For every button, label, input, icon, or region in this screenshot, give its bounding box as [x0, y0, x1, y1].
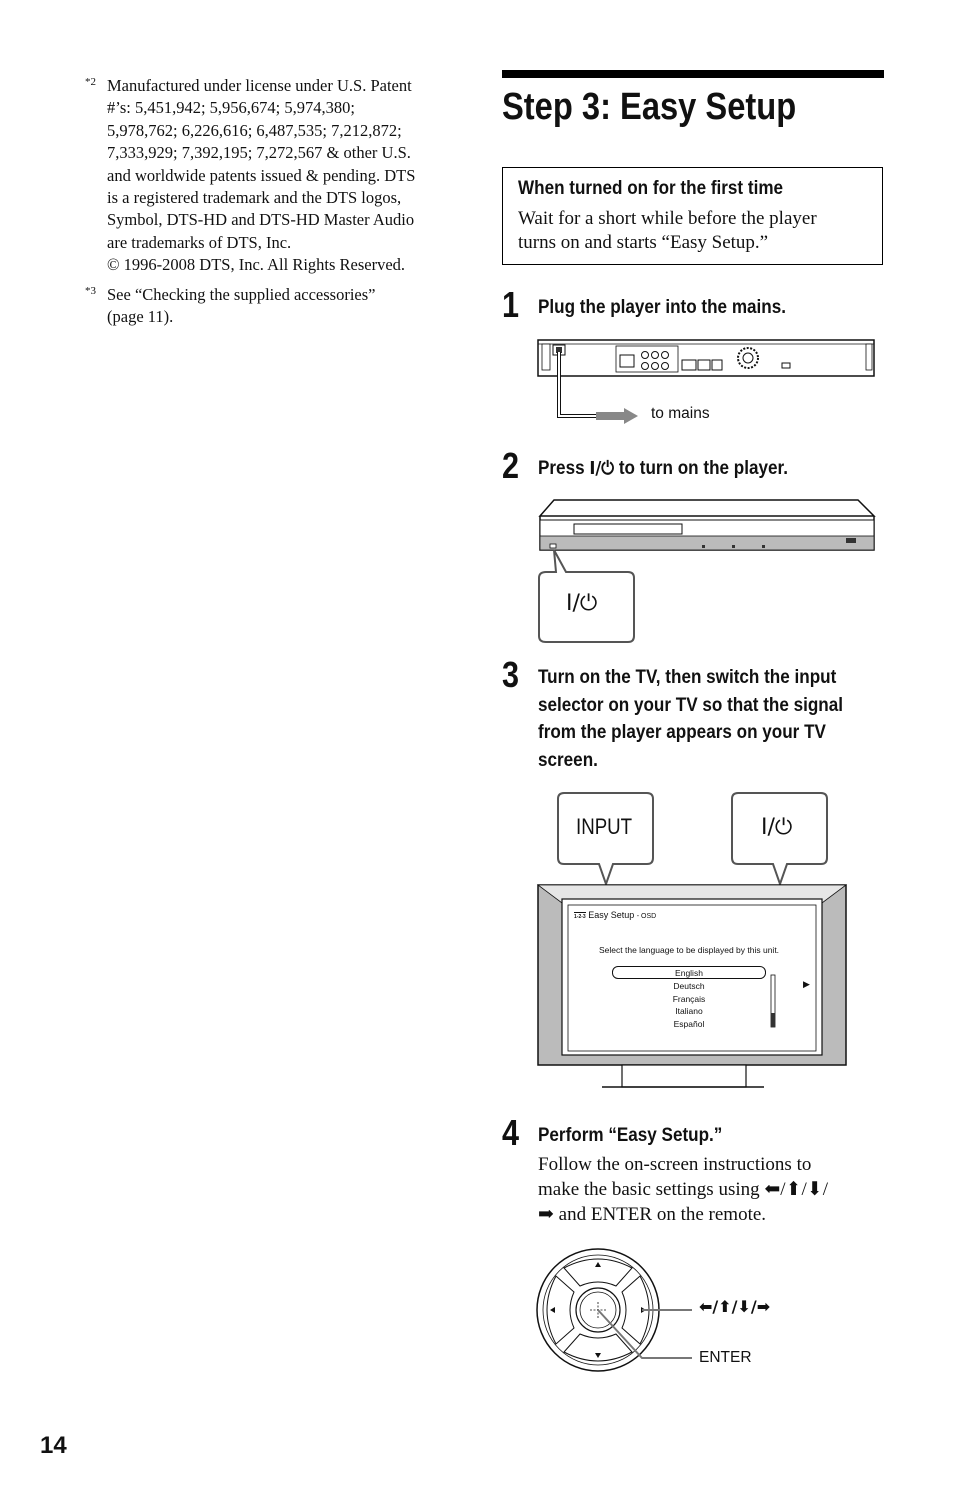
step-title-line: from the player appears on your TV — [538, 722, 826, 743]
step-body-line: make the basic settings using ⬅/⬆/⬇/ — [538, 1179, 828, 1200]
to-mains-label: to mains — [651, 405, 710, 422]
footnote-line: are trademarks of DTS, Inc. — [107, 232, 292, 252]
footnote-line: is a registered trademark and the DTS logos, — [107, 188, 402, 208]
info-box-line: Wait for a short while before the player — [518, 208, 817, 229]
heading-rule — [502, 70, 884, 78]
osd-prompt: Select the language to be displayed by this unit. — [599, 945, 780, 955]
footnote-line: Symbol, DTS-HD and DTS-HD Master Audio — [107, 210, 415, 230]
step-number: 4 — [502, 1112, 520, 1153]
info-box-title: When turned on for the first time — [518, 178, 784, 199]
footnote-line: 7,333,929; 7,392,195; 7,272,567 & other U.S. — [107, 143, 411, 163]
footnote-line: #’s: 5,451,942; 5,956,674; 5,974,380; — [107, 98, 355, 118]
footnote-line: and worldwide patents issued & pending. DTS — [107, 165, 416, 185]
info-box — [502, 167, 883, 265]
step-text: Press — [538, 458, 590, 479]
osd-language-option[interactable]: Italiano — [675, 1006, 703, 1017]
osd-next-arrow-icon: ▶ — [803, 980, 810, 990]
footnote-line: 5,978,762; 6,226,616; 6,487,535; 7,212,872; — [107, 120, 402, 140]
step-title: Plug the player into the mains. — [538, 297, 786, 318]
step-body-line: ➡ and ENTER on the remote. — [538, 1204, 767, 1225]
osd-language-option[interactable]: English — [675, 968, 703, 978]
step-body-line: Follow the on-screen instructions to — [538, 1154, 812, 1175]
input-button-label: INPUT — [576, 814, 633, 839]
tv-power-button-icon: I/⏻ — [761, 815, 793, 840]
osd-language-list — [612, 967, 766, 1031]
step-text: to turn on the player. — [614, 458, 788, 479]
page-number: 14 — [40, 1432, 67, 1459]
step-number: 3 — [502, 654, 520, 695]
footnote-line: (page 11). — [107, 307, 174, 327]
footnote-2 — [85, 75, 467, 277]
step-title: Perform “Easy Setup.” — [538, 1125, 723, 1146]
osd-language-option[interactable]: Deutsch — [673, 980, 705, 991]
info-box-line: turns on and starts “Easy Setup.” — [518, 232, 769, 253]
footnote-line: See “Checking the supplied accessories” — [107, 285, 376, 304]
osd-language-option[interactable]: Español — [673, 1019, 705, 1030]
power-button-icon: I/⏻ — [566, 591, 598, 616]
page-title: Step 3: Easy Setup — [502, 86, 797, 128]
step-title — [538, 455, 788, 483]
footnote-marker: *2 — [85, 76, 96, 88]
footnote-3 — [85, 284, 467, 329]
step-title-line: Turn on the TV, then switch the input — [538, 667, 837, 688]
step-title-line: selector on your TV so that the signal — [538, 695, 844, 716]
step-number: 1 — [502, 284, 520, 325]
footnote-line: © 1996-2008 DTS, Inc. All Rights Reserved. — [107, 255, 406, 275]
osd-title: Easy Setup — [588, 910, 635, 920]
osd-title-suffix: - OSD — [636, 913, 657, 920]
footnote-line: Manufactured under license under U.S. Patent — [107, 76, 412, 95]
tv-osd-header — [574, 910, 656, 920]
power-symbol-icon: I/⏻ — [589, 458, 615, 479]
step-title-line: screen. — [538, 750, 598, 771]
step-number: 2 — [502, 445, 520, 486]
arrow-keys-label: ⬅/⬆/⬇/➡ — [699, 1297, 771, 1316]
osd-language-option[interactable]: Français — [672, 993, 706, 1004]
remote-dpad-illustration — [534, 1248, 694, 1374]
osd-setup-icon: 1-2-3 — [574, 914, 586, 920]
footnote-marker: *3 — [85, 285, 96, 297]
enter-label: ENTER — [699, 1349, 752, 1366]
